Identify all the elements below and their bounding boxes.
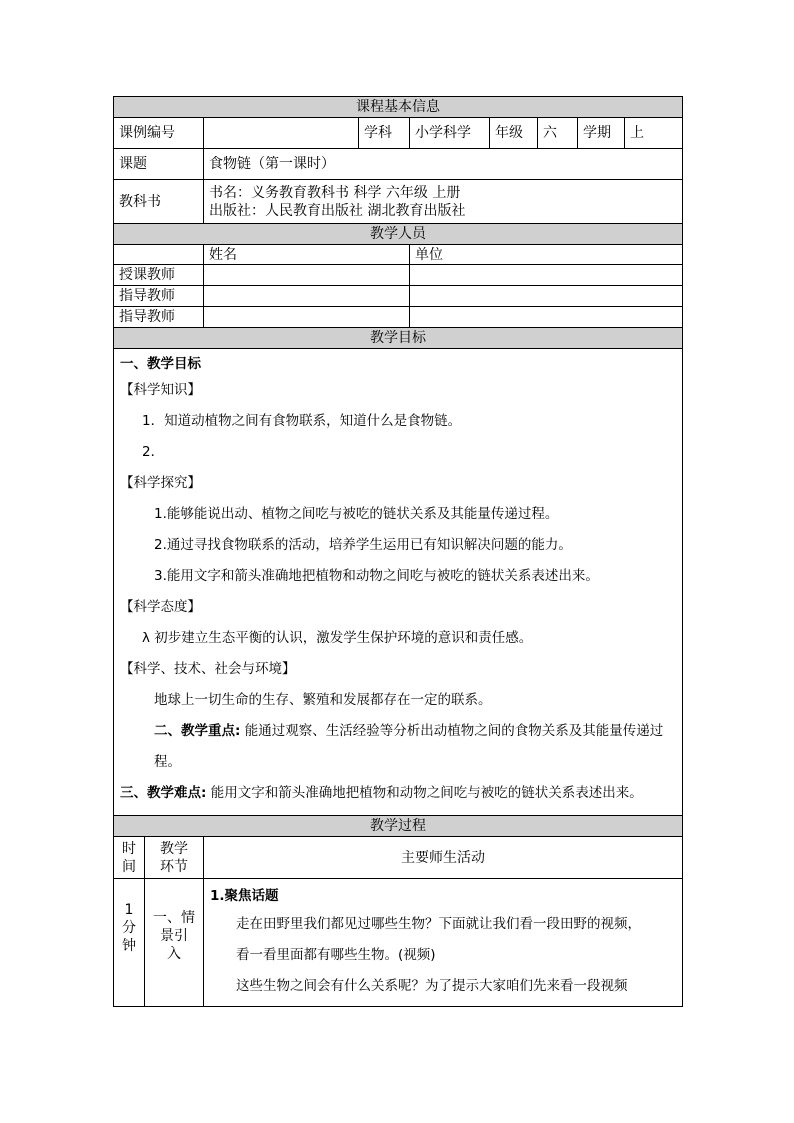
- process-columns-row: [114, 837, 683, 879]
- textbook-name: 书名：义务教育教科书 科学 六年级 上册: [209, 184, 461, 201]
- key-point-text: 能通过观察、生活经验等分析出动植物之间的食物关系及其能量传递过程。: [154, 723, 664, 770]
- time-header-char: 时: [122, 840, 136, 857]
- staff-unit: [410, 307, 683, 328]
- staff-role: 指导教师: [114, 286, 204, 307]
- inquiry-item: 3.能用文字和箭头准确地把植物和动物之间吃与被吃的链状关系表述出来。: [154, 568, 599, 584]
- inquiry-item: 2.通过寻找食物联系的活动，培养学生运用已有知识解决问题的能力。: [154, 537, 572, 553]
- topic-label: 课题: [114, 149, 204, 180]
- staff-role: 授课教师: [114, 265, 204, 286]
- term-value: 上: [625, 118, 683, 149]
- case-no-value: [204, 118, 359, 149]
- goals-title: 教学目标: [114, 328, 683, 349]
- goals-heading: 一、教学目标: [120, 356, 201, 372]
- topic-row: [114, 149, 683, 180]
- process-row: [114, 879, 683, 1007]
- process-activity: [204, 879, 683, 1007]
- process-main-header: 主要师生活动: [204, 837, 683, 879]
- textbook-label: 教科书: [114, 180, 204, 224]
- inquiry-item: 1.能够能说出动、植物之间吃与被吃的链状关系及其能量传递过程。: [154, 506, 559, 522]
- process-stage-header: [145, 837, 204, 879]
- sts-title: 【科学、技术、社会与环境】: [120, 661, 296, 677]
- key-point-label: 二、教学重点:: [154, 723, 241, 739]
- case-row: [114, 118, 683, 149]
- goals-header-row: [114, 328, 683, 349]
- activity-line: 这些生物之间会有什么关系呢？为了提示大家咱们先来看一段视频: [236, 978, 628, 994]
- key-point: [120, 716, 676, 778]
- staff-header-row: [114, 224, 683, 245]
- attitude-item: λ 初步建立生态平衡的认识，激发学生保护环境的意识和责任感。: [142, 630, 533, 646]
- staff-name-header: 姓名: [204, 245, 410, 265]
- stage-line: 景引: [160, 928, 188, 944]
- staff-row: [114, 286, 683, 307]
- process-header-row: [114, 816, 683, 837]
- goals-content: [114, 349, 683, 816]
- activity-line: 看一看里面都有哪些生物。(视频): [236, 947, 436, 963]
- difficult-point-text: 能用文字和箭头准确地把植物和动物之间吃与被吃的链状关系表述出来。: [206, 785, 643, 801]
- stage-header-line: 教学: [160, 840, 188, 857]
- staff-name: [204, 265, 410, 286]
- knowledge-item: 2．: [142, 444, 165, 460]
- staff-name: [204, 307, 410, 328]
- stage-header-line: 环节: [160, 858, 188, 875]
- case-no-label: 课例编号: [114, 118, 204, 149]
- subject-value: 小学科学: [410, 118, 490, 149]
- goals-body-row: [114, 349, 683, 816]
- basic-info-header-row: [114, 97, 683, 118]
- textbook-publisher: 出版社：人民教育出版社 湖北教育出版社: [209, 202, 466, 219]
- staff-role: 指导教师: [114, 307, 204, 328]
- stage-line: 一、情: [153, 910, 195, 926]
- grade-label: 年级: [490, 118, 538, 149]
- grade-value: 六: [538, 118, 578, 149]
- staff-row: [114, 265, 683, 286]
- term-label: 学期: [578, 118, 625, 149]
- activity-title: 1.聚焦话题: [210, 888, 279, 904]
- time-header-char: 间: [122, 858, 136, 875]
- time-line: 钟: [122, 938, 136, 954]
- textbook-row: [114, 180, 683, 224]
- knowledge-title: 【科学知识】: [120, 382, 201, 398]
- basic-info-title: 课程基本信息: [114, 97, 683, 118]
- process-time-header: [114, 837, 145, 879]
- process-stage: [145, 879, 204, 1007]
- lesson-plan-table: [113, 96, 683, 1007]
- time-line: 分: [122, 920, 136, 936]
- difficult-point: [120, 778, 676, 809]
- staff-title: 教学人员: [114, 224, 683, 245]
- subject-label: 学科: [359, 118, 410, 149]
- process-time: [114, 879, 145, 1007]
- staff-unit: [410, 286, 683, 307]
- activity-line: 走在田野里我们都见过哪些生物？下面就让我们看一段田野的视频，: [236, 916, 641, 932]
- knowledge-item: 1．知道动植物之间有食物联系，知道什么是食物链。: [142, 413, 462, 429]
- difficult-point-label: 三、教学难点:: [120, 785, 207, 801]
- staff-columns-row: [114, 245, 683, 265]
- stage-line: 入: [167, 946, 181, 962]
- process-title: 教学过程: [114, 816, 683, 837]
- sts-item: 地球上一切生命的生存、繁殖和发展都存在一定的联系。: [154, 692, 492, 708]
- lesson-plan-sheet: [113, 96, 682, 1007]
- inquiry-title: 【科学探究】: [120, 475, 201, 491]
- time-line: 1: [124, 902, 134, 918]
- staff-unit: [410, 265, 683, 286]
- textbook-value: [204, 180, 683, 224]
- staff-role-header: [114, 245, 204, 265]
- staff-row: [114, 307, 683, 328]
- attitude-title: 【科学态度】: [120, 599, 201, 615]
- staff-unit-header: 单位: [410, 245, 683, 265]
- staff-name: [204, 286, 410, 307]
- topic-value: 食物链（第一课时）: [204, 149, 683, 180]
